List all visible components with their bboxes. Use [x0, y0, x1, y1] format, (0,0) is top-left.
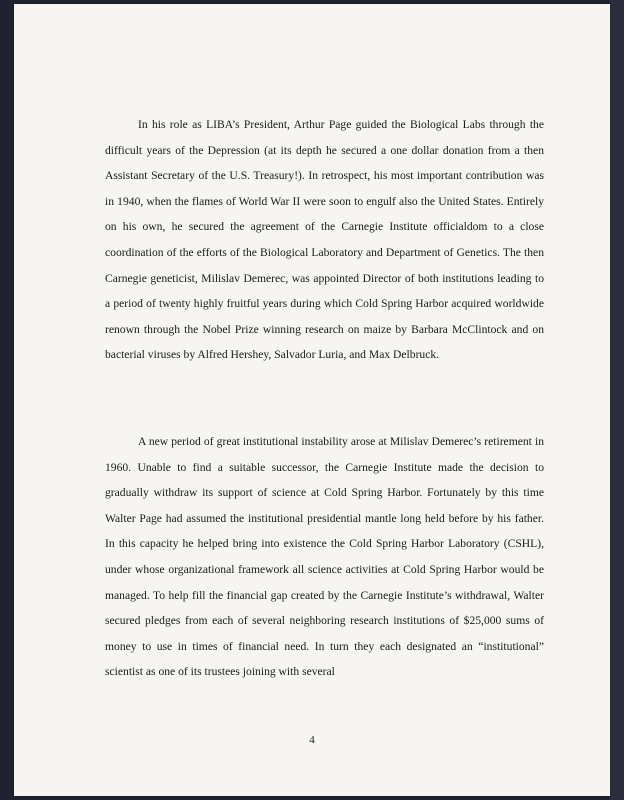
- paragraph-new-period: A new period of great institutional instability arose at Milislav Demerec’s retirement in 1960. Unable to find a suitable successor, the Carnegie Institute made the decision to gradually withdraw its support of science at Cold Spring Harbor. Fortunately by this time Walter Page had assumed the institutional presidential mantle long held before by his father. In this capacity he helped bring into existence the Cold Spring Harbor Laboratory (CSHL), under whose organizational framework all science activities at Cold Spring Harbor would be managed. To help fill the financial gap created by the Carnegie Institute’s withdrawal, Walter secured pledges from each of several neighboring research institutions of $25,000 sums of money to use in times of financial need. In turn they each designated an “institutional” scientist as one of its trustees joining with several: [105, 435, 544, 679]
- paragraph-liba-president: In his role as LIBA’s President, Arthur Page guided the Biological Labs through the difficult years of the Depression (at its depth he secured a one dollar donation from a then Assistant Secretary of the U.S. Treasury!). In retrospect, his most important contribution was in 1940, when the flames of World War II were soon to engulf also the United States. Entirely on his own, he secured the agreement of the Carnegie Institute officialdom to a close coordination of the efforts of the Biological Laboratory and Department of Genetics. The then Carnegie geneticist, Milislav Demerec, was appointed Director of both institutions leading to a period of twenty highly fruitful years during which Cold Spring Harbor acquired worldwide renown through the Nobel Prize winning research on maize by Barbara McClintock and on bacterial viruses by Alfred Hershey, Salvador Luria, and Max Delbruck.: [105, 118, 544, 362]
- scanner-background-edge: [610, 0, 624, 800]
- document-page: [14, 4, 610, 796]
- page-number: 4: [309, 734, 315, 746]
